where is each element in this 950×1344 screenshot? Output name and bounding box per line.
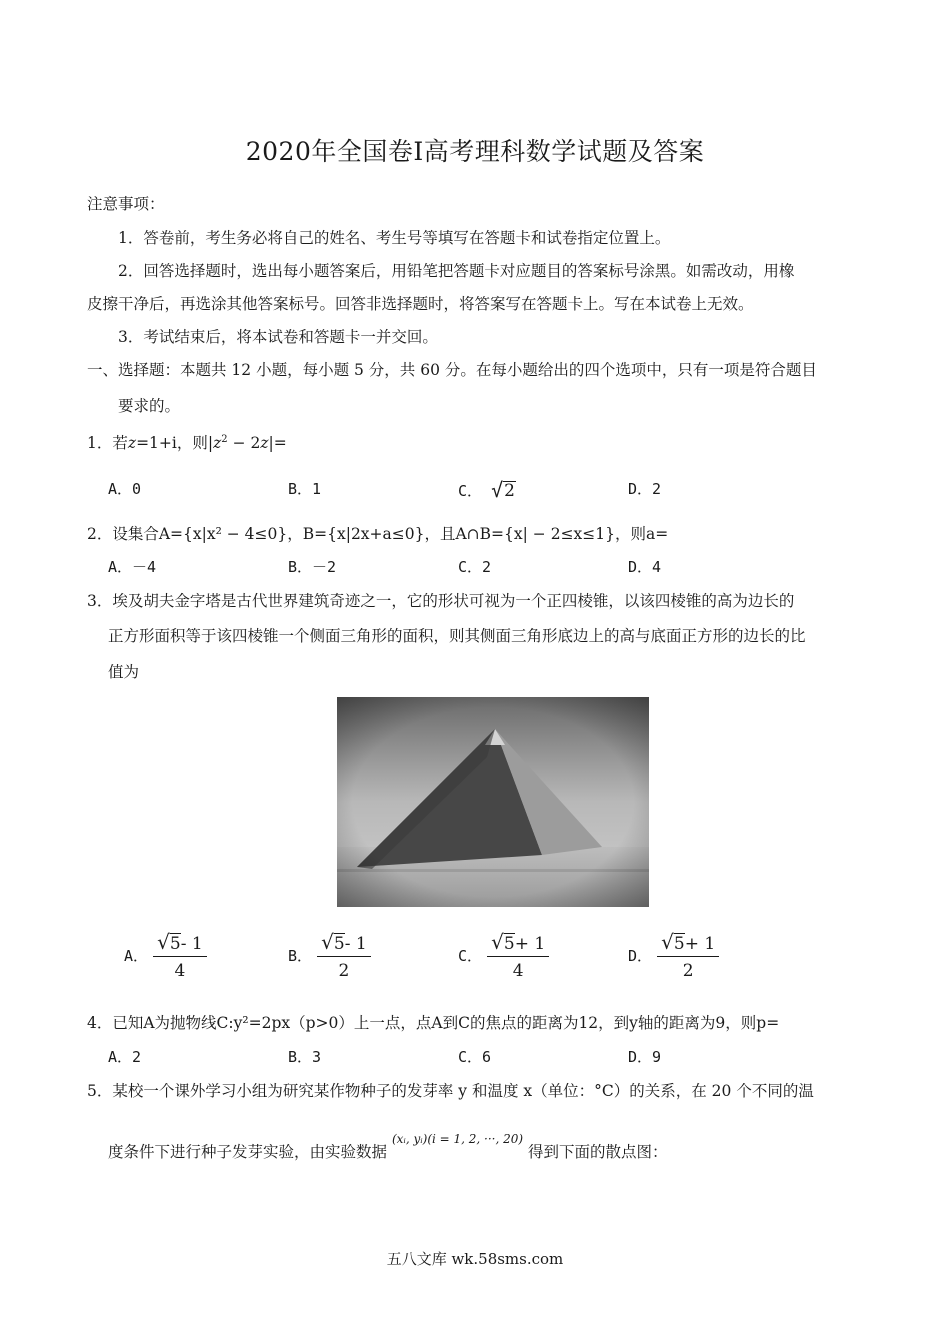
question-1-text	[87, 430, 287, 453]
radicand: 5	[169, 934, 181, 954]
q5-text: 度条件下进行种子发芽实验，由实验数据	[108, 1143, 388, 1161]
radicand: 5	[503, 934, 515, 954]
footer-watermark: 五八文库 wk.58sms.com	[386, 1250, 564, 1268]
question-3-line1: 3．埃及胡夫金字塔是古代世界建筑奇迹之一，它的形状可视为一个正四棱锥，以该四棱锥的高为边长的	[87, 592, 795, 610]
fraction	[657, 930, 719, 981]
q1-var: z	[127, 434, 137, 453]
q1-option-a: A．0	[108, 480, 142, 498]
notice-item-2b: 皮擦干净后，再选涂其他答案标号。回答非选择题时，将答案写在答题卡上。写在本试卷上无效。	[87, 295, 754, 313]
fraction	[317, 930, 371, 981]
q1-option-d: D．2	[628, 480, 662, 498]
option-label: C．	[458, 947, 483, 965]
q1-part: |=	[268, 434, 287, 453]
radical-sign: √	[321, 930, 334, 954]
option-label: B．	[288, 947, 313, 965]
question-3-line2: 正方形面积等于该四棱锥一个侧面三角形的面积，则其侧面三角形底边上的高与底面正方形的边长的比	[108, 627, 806, 645]
section-heading-line1: 一、选择题：本题共 12 小题，每小题 5 分，共 60 分。在每小题给出的四个选项中，只有一项是符合题目	[87, 361, 817, 379]
denominator: 4	[174, 961, 186, 981]
q3-option-b	[288, 930, 371, 981]
sqrt-expression	[491, 480, 516, 500]
question-number: 1．	[87, 434, 113, 453]
q1-exponent: 2	[221, 434, 228, 445]
q1-part: 若	[112, 434, 128, 453]
pyramid-photo	[337, 697, 649, 907]
notice-item-2a: 2．回答选择题时，选出每小题答案后，用铅笔把答题卡对应题目的答案标号涂黑。如需改动，用橡	[118, 262, 795, 280]
q3-option-d	[628, 930, 719, 981]
q2-option-a: A．－4	[108, 558, 157, 576]
q1-option-c	[458, 470, 516, 501]
question-4-text: 4．已知A为抛物线C:y²=2px（p>0）上一点，点A到C的焦点的距离为12，到y轴的距离为9，则p=	[87, 1014, 780, 1032]
numerator	[153, 930, 207, 957]
radical-sign: √	[491, 478, 504, 502]
q2-option-b: B．－2	[288, 558, 337, 576]
q3-option-c	[458, 930, 549, 981]
numerator-op: - 1	[180, 934, 203, 954]
q2-option-d: D．4	[628, 558, 662, 576]
denominator: 2	[338, 961, 350, 981]
question-5-line1: 5．某校一个课外学习小组为研究某作物种子的发芽率 y 和温度 x（单位：°C）的关系，在 20 个不同的温	[87, 1082, 814, 1100]
q1-option-b: B．1	[288, 480, 322, 498]
radical-sign: √	[661, 930, 674, 954]
radicand: 2	[504, 481, 515, 501]
option-label: A．	[124, 947, 149, 965]
radicand: 5	[673, 934, 685, 954]
numerator-op: + 1	[514, 934, 546, 954]
q1-var: z	[260, 434, 269, 453]
question-3-line3: 值为	[108, 663, 140, 681]
q1-var: z	[213, 434, 222, 453]
notice-heading: 注意事项：	[87, 195, 165, 213]
numerator	[317, 930, 371, 957]
q4-option-a: A．2	[108, 1048, 142, 1066]
q5-formula: (xᵢ, yᵢ)(i = 1, 2, ···, 20)	[391, 1132, 524, 1146]
radical-sign: √	[491, 930, 504, 954]
question-2-text: 2．设集合A={x|x² − 4≤0}，B={x|2x+a≤0}，且A∩B={x| − 2≤x≤1}，则a=	[87, 525, 669, 543]
q4-option-b: B．3	[288, 1048, 322, 1066]
q4-option-d: D．9	[628, 1048, 662, 1066]
fraction	[487, 930, 549, 981]
notice-item-3: 3．考试结束后，将本试卷和答题卡一并交回。	[118, 328, 438, 346]
q1-part: =1+i，则|	[136, 434, 214, 453]
notice-item-1: 1．答卷前，考生务必将自己的姓名、考生号等填写在答题卡和试卷指定位置上。	[118, 229, 671, 247]
radical-sign: √	[157, 930, 170, 954]
q3-option-a	[124, 930, 207, 981]
q2-option-c: C．2	[458, 558, 492, 576]
page-title: 2020年全国卷Ⅰ高考理科数学试题及答案	[245, 137, 705, 166]
q5-text: 得到下面的散点图：	[528, 1143, 668, 1161]
radicand: 5	[333, 934, 345, 954]
numerator	[657, 930, 719, 957]
q4-option-c: C．6	[458, 1048, 492, 1066]
numerator	[487, 930, 549, 957]
section-heading-line2: 要求的。	[118, 397, 181, 415]
numerator-op: - 1	[344, 934, 367, 954]
denominator: 2	[682, 961, 694, 981]
fraction	[153, 930, 207, 981]
option-label: C．	[458, 482, 483, 500]
numerator-op: + 1	[684, 934, 716, 954]
q1-part: − 2	[227, 434, 261, 453]
denominator: 4	[512, 961, 524, 981]
option-label: D．	[628, 947, 653, 965]
